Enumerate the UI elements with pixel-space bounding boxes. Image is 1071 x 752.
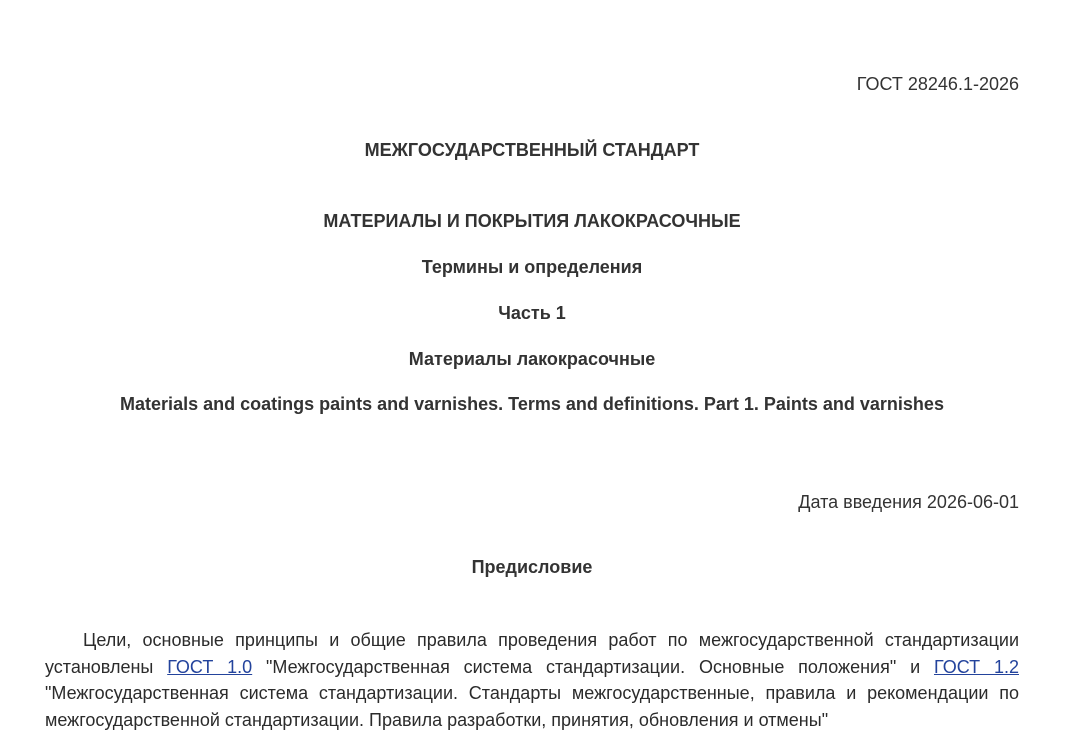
introduction-date: Дата введения 2026-06-01	[798, 492, 1019, 512]
gost-1-0-link[interactable]: ГОСТ 1.0	[167, 656, 253, 677]
document-part-title: Материалы лакокрасочные	[408, 349, 656, 369]
document-subtitle: Термины и определения	[421, 257, 643, 277]
foreword-text-3: "Межгосударственная система стандартизации. Стандарты межгосударственные, правила и рекомендации по межгосударственной стандартизации. Правила разработки, принятия, обновления и отмены"	[45, 683, 1019, 730]
foreword-paragraph	[45, 627, 1019, 733]
foreword-heading: Предисловие	[471, 557, 593, 577]
gost-1-2-link[interactable]: ГОСТ 1.2	[933, 656, 1019, 677]
document-english-title: Materials and coatings paints and varnishes. Terms and definitions. Part 1. Paints and varnishes	[120, 394, 944, 414]
document-part: Часть 1	[498, 303, 566, 323]
standard-type-heading: МЕЖГОСУДАРСТВЕННЫЙ СТАНДАРТ	[364, 140, 700, 160]
document-title: МАТЕРИАЛЫ И ПОКРЫТИЯ ЛАКОКРАСОЧНЫЕ	[323, 211, 741, 231]
standard-designation: ГОСТ 28246.1-2026	[856, 74, 1019, 94]
foreword-text-2: "Межгосударственная система стандартизации. Основные положения" и	[252, 656, 934, 677]
foreword-text-1: Цели, основные принципы и общие правила проведения работ по межгосударственной стандартизации установлены	[45, 630, 1019, 677]
